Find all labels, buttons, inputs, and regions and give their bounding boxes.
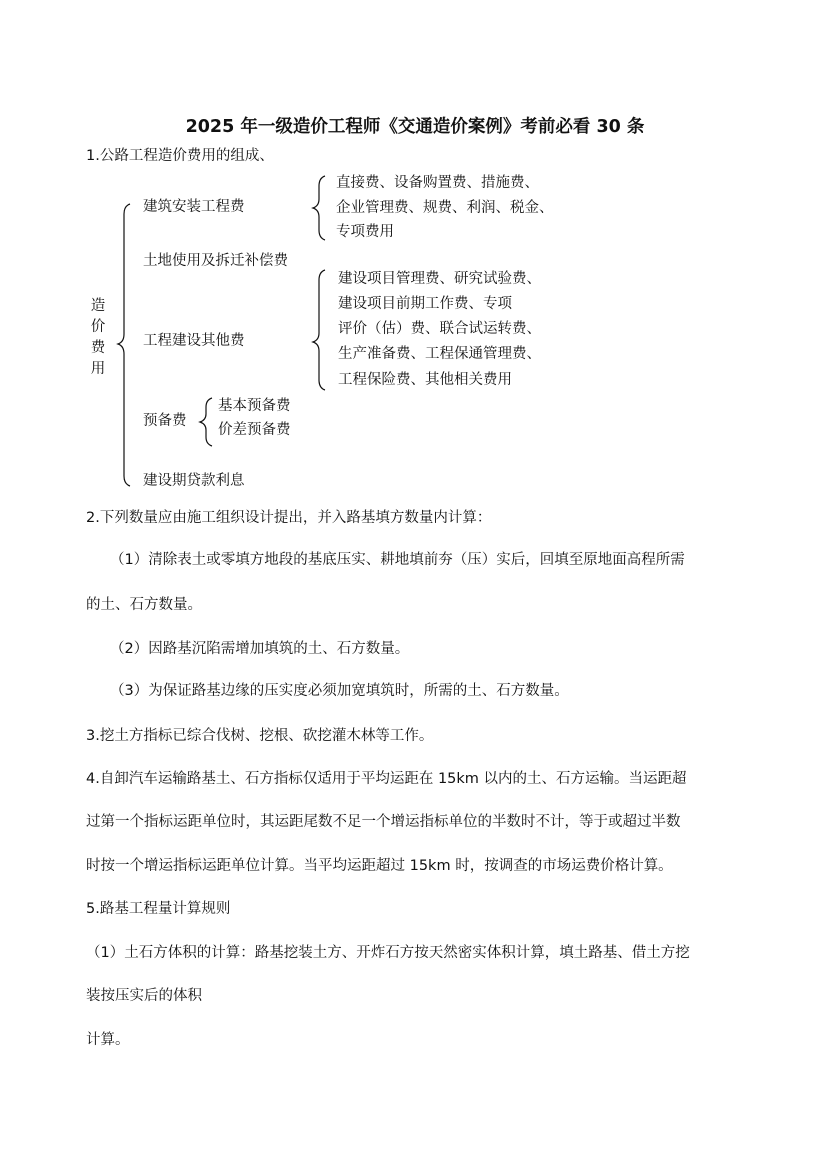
root-brace [118, 204, 130, 486]
other-item: 评价（估）费、联合试运转费、 [338, 321, 541, 337]
construction-brace [313, 176, 325, 240]
other-item: 生产准备费、工程保通管理费、 [338, 346, 541, 362]
section-1-heading: 1.公路工程造价费用的组成、 [86, 148, 274, 164]
paragraph: （3）为保证路基边缘的压实度必须加宽填筑时，所需的土、石方数量。 [110, 683, 569, 699]
root-label [89, 296, 107, 380]
root-char: 用 [90, 361, 106, 377]
root-char: 造 [90, 298, 106, 314]
paragraph: 过第一个指标运距单位时，其运距尾数不足一个增运指标单位的半数时不计，等于或超过半数 [86, 814, 681, 830]
paragraph: 5.路基工程量计算规则 [86, 901, 231, 917]
paragraph: （1）清除表土或零填方地段的基底压实、耕地填前夯（压）实后，回填至原地面高程所需 [110, 552, 685, 568]
branch-reserve: 预备费 [143, 413, 187, 429]
paragraph: （1）土石方体积的计算：路基挖装土方、开炸石方按天然密实体积计算，填土路基、借土方挖 [86, 945, 690, 961]
other-item: 工程保险费、其他相关费用 [338, 372, 512, 388]
paragraph: （2）因路基沉陷需增加填筑的土、石方数量。 [110, 641, 410, 657]
root-char: 价 [90, 319, 106, 335]
paragraph: 装按压实后的体积 [86, 988, 202, 1004]
paragraph: 的土、石方数量。 [86, 597, 202, 613]
branch-land: 土地使用及拆迁补偿费 [143, 253, 288, 269]
paragraph: 4.自卸汽车运输路基土、石方指标仅适用于平均运距在 15km 以内的土、石方运输。当运距超 [86, 771, 687, 787]
root-char: 费 [90, 340, 106, 356]
construction-item: 企业管理费、规费、利润、税金、 [336, 200, 554, 216]
construction-item: 直接费、设备购置费、措施费、 [336, 175, 539, 191]
branch-interest: 建设期贷款利息 [143, 473, 245, 489]
branch-construction: 建筑安装工程费 [143, 199, 245, 215]
construction-item: 专项费用 [336, 224, 394, 240]
paragraph: 计算。 [86, 1032, 130, 1048]
paragraph: 2.下列数量应由施工组织设计提出，并入路基填方数量内计算： [86, 510, 492, 526]
reserve-item: 价差预备费 [218, 422, 291, 438]
document-title: 2025 年一级造价工程师《交通造价案例》考前必看 30 条 [185, 117, 645, 137]
reserve-brace [200, 398, 212, 446]
paragraph: 3.挖土方指标已综合伐树、挖根、砍挖灌木林等工作。 [86, 728, 434, 744]
other-item: 建设项目管理费、研究试验费、 [338, 271, 541, 287]
branch-other: 工程建设其他费 [143, 333, 245, 349]
other-brace [313, 270, 325, 390]
paragraph: 时按一个增运指标运距单位计算。当平均运距超过 15km 时，按调查的市场运费价格计算。 [86, 858, 673, 874]
other-item: 建设项目前期工作费、专项 [338, 296, 512, 312]
reserve-item: 基本预备费 [218, 398, 291, 414]
